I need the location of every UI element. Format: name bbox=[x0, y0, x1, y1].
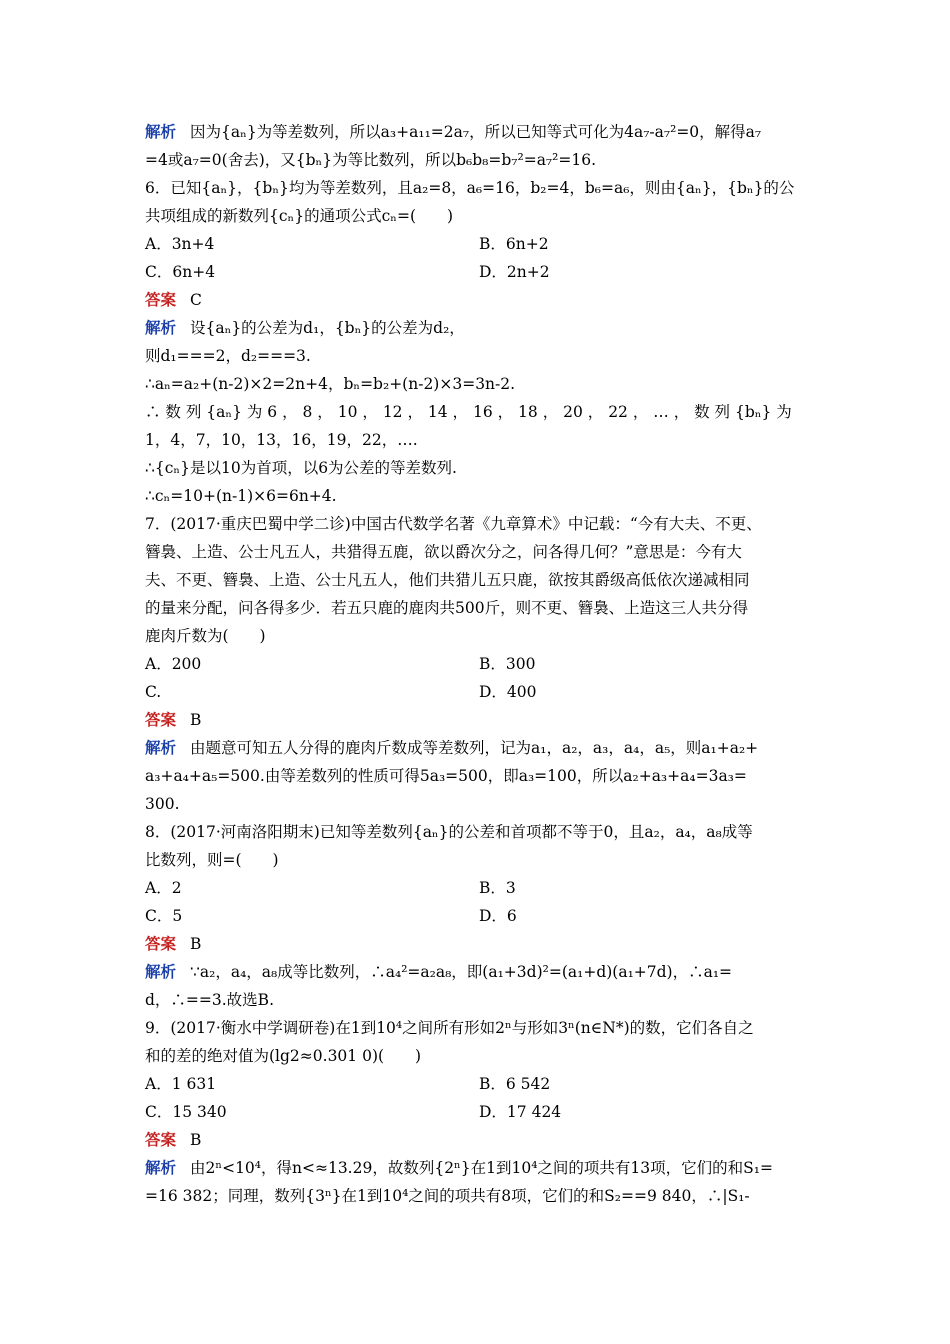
q9-analysis-line-2: =16 382；同理，数列{3ⁿ}在1到10⁴之间的项共有8项，它们的和S₂==9 840，∴|S₁- bbox=[145, 1187, 750, 1205]
q9-option-c: C．15 340 bbox=[145, 1103, 227, 1121]
q8-option-b: B．3 bbox=[479, 879, 516, 897]
q8-options-row-2 bbox=[145, 902, 813, 930]
q6-options-row-1 bbox=[145, 230, 813, 258]
q9-analysis-line-1: 解析 由2ⁿ<10⁴，得n<≈13.29，故数列{2ⁿ}在1到10⁴之间的项共有13项，它们的和S₁= bbox=[145, 1158, 773, 1177]
q7-analysis-line-2: a₃+a₄+a₅=500.由等差数列的性质可得5a₃=500，即a₃=100，所以a₂+a₃+a₄=3a₃= bbox=[145, 767, 747, 785]
q8-options-row-1 bbox=[145, 874, 813, 902]
q6-analysis-line-7: ∴cₙ=10+(n-1)×6=6n+4. bbox=[145, 487, 337, 505]
q7-stem-line-5: 鹿肉斤数为( ) bbox=[145, 627, 266, 645]
q6-analysis-line-5: 1，4，7，10，13，16，19，22，…. bbox=[145, 431, 418, 449]
q6-analysis-line-4: ∴ 数 列 {aₙ} 为 6 ， 8 ， 10 ， 12 ， 14 ， 16 ， 18 ， 20 ， 22 ， … ， 数 列 {bₙ} 为 bbox=[145, 403, 792, 421]
q7-options-row-2 bbox=[145, 678, 813, 706]
q7-option-b: B．300 bbox=[479, 655, 536, 673]
q9-option-b: B．6 542 bbox=[479, 1075, 551, 1093]
analysis-label: 解析 bbox=[145, 1158, 177, 1177]
q6-stem-line-1: 6．已知{aₙ}，{bₙ}均为等差数列，且a₂=8，a₆=16，b₂=4，b₆=a₆，则由{aₙ}，{bₙ}的公 bbox=[145, 179, 795, 197]
q9-stem-line-1: 9．(2017·衡水中学调研卷)在1到10⁴之间所有形如2ⁿ与形如3ⁿ(n∈N*)的数，它们各自之 bbox=[145, 1019, 754, 1037]
q5-analysis-line-2: =4或a₇=0(舍去)，又{bₙ}为等比数列，所以b₆b₈=b₇²=a₇²=16. bbox=[145, 151, 596, 169]
q8-analysis-line-1: 解析 ∵a₂，a₄，a₈成等比数列，∴a₄²=a₂a₈，即(a₁+3d)²=(a₁+d)(a₁+7d)，∴a₁= bbox=[145, 962, 733, 981]
answer-label: 答案 bbox=[145, 934, 177, 953]
analysis-label: 解析 bbox=[145, 318, 177, 337]
q6-option-d: D．2n+2 bbox=[479, 263, 550, 281]
q6-option-c: C．6n+4 bbox=[145, 263, 216, 281]
q7-option-a: A．200 bbox=[145, 655, 202, 673]
q6-analysis-line-6: ∴{cₙ}是以10为首项，以6为公差的等差数列. bbox=[145, 459, 457, 477]
q8-answer bbox=[145, 930, 813, 958]
answer-label: 答案 bbox=[145, 710, 177, 729]
q7-options-row-1 bbox=[145, 650, 813, 678]
q5-analysis-line-1: 解析 因为{aₙ}为等差数列，所以a₃+a₁₁=2a₇，所以已知等式可化为4a₇-a₇²=0，解得a₇ bbox=[145, 122, 762, 141]
q8-stem-line-1: 8．(2017·河南洛阳期末)已知等差数列{aₙ}的公差和首项都不等于0，且a₂，a₄，a₈成等 bbox=[145, 823, 753, 841]
q9-option-a: A．1 631 bbox=[145, 1075, 217, 1093]
q7-analysis-line-1: 解析 由题意可知五人分得的鹿肉斤数成等差数列，记为a₁，a₂，a₃，a₄，a₅，则a₁+a₂+ bbox=[145, 738, 759, 757]
answer-label: 答案 bbox=[145, 1130, 177, 1149]
q9-answer-value: B bbox=[190, 1131, 202, 1149]
q9-options-row-2 bbox=[145, 1098, 813, 1126]
q6-answer-value: C bbox=[190, 291, 202, 309]
q6-analysis-line-1: 解析 设{aₙ}的公差为d₁，{bₙ}的公差为d₂， bbox=[145, 318, 465, 337]
analysis-label: 解析 bbox=[145, 122, 177, 141]
q9-answer bbox=[145, 1126, 813, 1154]
q7-option-d: D．400 bbox=[479, 683, 537, 701]
q9-stem-line-2: 和的差的绝对值为(lg2≈0.301 0)( ) bbox=[145, 1047, 422, 1065]
q8-option-a: A．2 bbox=[145, 879, 182, 897]
q9-option-d: D．17 424 bbox=[479, 1103, 562, 1121]
document-page bbox=[145, 118, 813, 1210]
q8-option-d: D．6 bbox=[479, 907, 517, 925]
q6-stem-line-2: 共项组成的新数列{cₙ}的通项公式cₙ=( ) bbox=[145, 207, 454, 225]
q8-answer-value: B bbox=[190, 935, 202, 953]
q7-stem-line-3: 夫、不更、簪裊、上造、公士凡五人，他们共猎儿五只鹿，欲按其爵级高低依次递减相同 bbox=[145, 571, 750, 589]
q6-option-a: A．3n+4 bbox=[145, 235, 215, 253]
q6-analysis-line-3: ∴aₙ=a₂+(n-2)×2=2n+4，bₙ=b₂+(n-2)×3=3n-2. bbox=[145, 375, 516, 393]
q7-option-c: C. bbox=[145, 683, 162, 701]
analysis-label: 解析 bbox=[145, 962, 177, 981]
q7-answer-value: B bbox=[190, 711, 202, 729]
q7-stem-line-1: 7．(2017·重庆巴蜀中学二诊)中国古代数学名著《九章算术》中记载：“今有大夫、不更、 bbox=[145, 515, 762, 533]
q6-options-row-2 bbox=[145, 258, 813, 286]
q7-stem-line-4: 的量来分配，问各得多少．若五只鹿的鹿肉共500斤，则不更、簪裊、上造这三人共分得 bbox=[145, 599, 749, 617]
analysis-label: 解析 bbox=[145, 738, 177, 757]
q6-analysis-line-2: 则d₁===2，d₂===3. bbox=[145, 347, 311, 365]
q7-answer bbox=[145, 706, 813, 734]
q8-stem-line-2: 比数列，则=( ) bbox=[145, 851, 279, 869]
q8-analysis-line-2: d，∴==3.故选B. bbox=[145, 991, 275, 1009]
q8-option-c: C．5 bbox=[145, 907, 183, 925]
q6-option-b: B．6n+2 bbox=[479, 235, 549, 253]
answer-label: 答案 bbox=[145, 290, 177, 309]
q9-options-row-1 bbox=[145, 1070, 813, 1098]
q7-stem-line-2: 簪裊、上造、公士凡五人，共猎得五鹿，欲以爵次分之，问各得几何？”意思是：今有大 bbox=[145, 543, 742, 561]
q6-answer bbox=[145, 286, 813, 314]
q7-analysis-line-3: 300. bbox=[145, 795, 180, 813]
